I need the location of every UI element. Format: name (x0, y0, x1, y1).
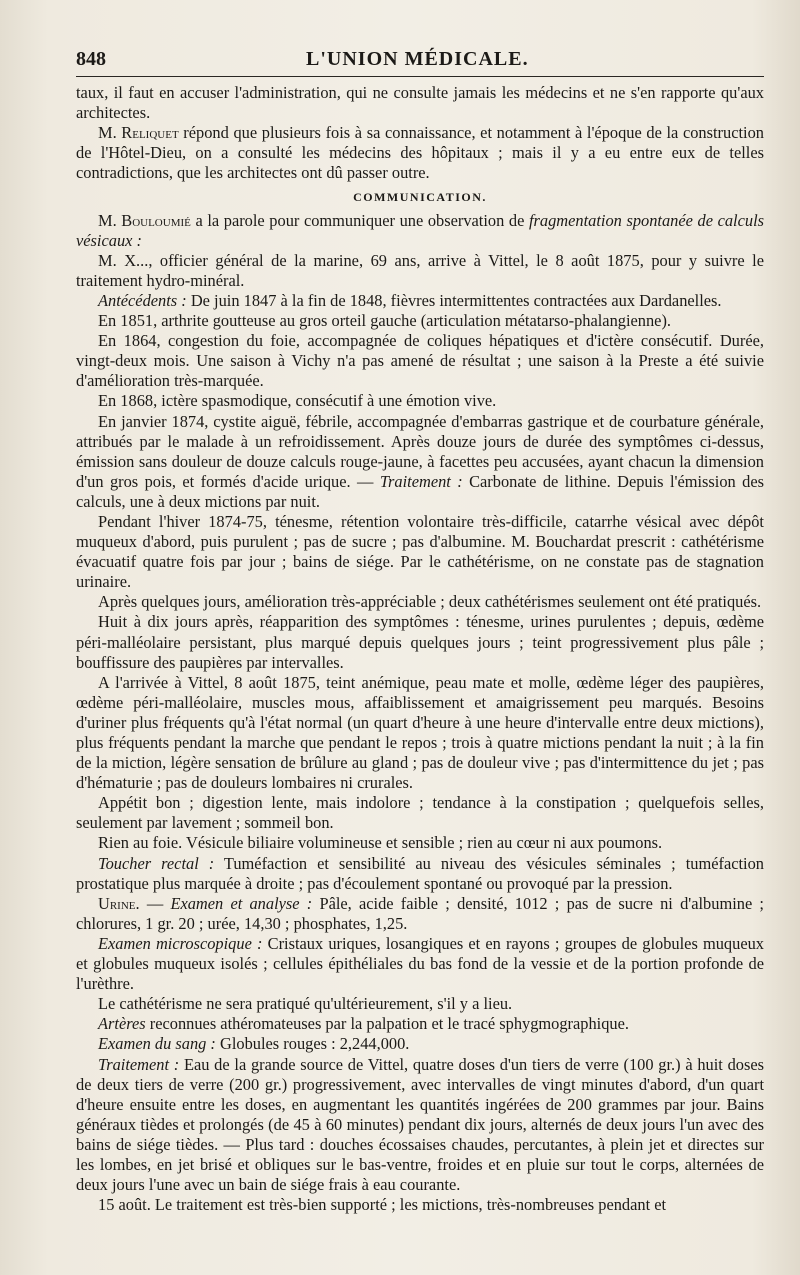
paragraph: Rien au foie. Vésicule biliaire volumineuse et sensible ; rien au cœur ni aux poumons. (98, 833, 663, 853)
paragraph: Examen microscopique : Cristaux uriques, losangiques et en rayons ; groupes de globules muqueux et globules muqueux isolés ; cellules épithéliales du bas fond de la vessie et de la portion profonde de l'urèthre. (76, 933, 764, 994)
paragraph: Appétit bon ; digestion lente, mais indolore ; tendance à la constipation ; quelquefois selles, seulement par lavement ; sommeil bon. (76, 793, 764, 833)
paragraph: En 1851, arthrite goutteuse au gros orteil gauche (articulation métatarso-phalangienne). (98, 311, 672, 331)
section-heading: COMMUNICATION. (353, 190, 487, 205)
paragraph: En 1868, ictère spasmodique, consécutif à une émotion vive. (98, 391, 497, 411)
paragraph: M. Reliquet répond que plusieurs fois à sa connaissance, et notamment à l'époque de la construction de l'Hôtel-Dieu, on a consulté les médecins des hôpitaux ; mais il y a eu entre eux de telles contradictions, que les architectes ont dû passer outre. (76, 123, 764, 183)
paragraph: 15 août. Le traitement est très-bien supporté ; les mictions, très-nombreuses pendant et (98, 1195, 667, 1215)
paragraph: Examen du sang : Globules rouges : 2,244,000. (98, 1034, 410, 1054)
paragraph: En 1864, congestion du foie, accompagnée de coliques hépatiques et d'ictère consécutif. Durée, vingt-deux mois. Une saison à Vichy n'a pas amené de résultat ; une saison à la Preste a été suivie d'amélioration très-marquée. (76, 331, 764, 391)
paragraph: taux, il faut en accuser l'administration, qui ne consulte jamais les médecins et ne s'en rapporte qu'aux architectes. (76, 83, 764, 123)
paragraph: A l'arrivée à Vittel, 8 août 1875, teint anémique, peau mate et molle, œdème léger des paupières, œdème péri-malléolaire, muscles mous, affaiblissement et amaigrissement peu marqués. Besoins d'uriner plus fréquents qu'à l'état normal (un quart d'heure à une heure d'intervalle entre deux mictions), plus fréquents pendant la marche que pendant le repos ; trois à quatre mictions pendant la nuit ; à la fin de la miction, légère sensation de brûlure au gland ; pas de douleur vive ; pas d'intermittence du jet ; pas d'hématurie ; pas de douleurs lombaires ni crurales. (76, 672, 764, 793)
paragraph: Pendant l'hiver 1874-75, ténesme, rétention volontaire très-difficile, catarrhe vésical avec dépôt muqueux d'abord, puis purulent ; pas de sucre ; pas d'albumine. M. Bouchardat prescrit : cathétérisme évacuatif quatre fois par jour ; bains de siége. Par le cathétérisme, on ne constate pas de stagnation urinaire. (76, 511, 764, 592)
journal-title: L'UNION MÉDICALE. (306, 48, 529, 70)
paragraph: Après quelques jours, amélioration très-appréciable ; deux cathétérismes seulement ont été pratiqués. (98, 592, 762, 612)
paragraph: Artères reconnues athéromateuses par la palpation et le tracé sphygmographique. (98, 1014, 629, 1034)
article-body (76, 83, 764, 1215)
running-head (76, 48, 764, 77)
paragraph: M. Bouloumié a la parole pour communiquer une observation de fragmentation spontanée de calculs vésicaux : (76, 210, 765, 250)
paragraph: Huit à dix jours après, réapparition des symptômes : ténesme, urines purulentes ; depuis, œdème péri-malléolaire persistant, plus marqué depuis quelques jours ; teint progressivement plus pâle ; bouffissure des paupières par intervalles. (76, 612, 764, 672)
paragraph: En janvier 1874, cystite aiguë, fébrile, accompagnée d'embarras gastrique et de courbature générale, attribués par le malade à un refroidissement. Après douze jours de durée des symptômes ci-dessus, émission sans douleur de douze calculs rouge-jaune, à facettes peu accusées, ayant chacun la dimension d'un gros pois, et formés d'acide urique. — Traitement : Carbonate de lithine. Depuis l'émission des calculs, une à deux mictions par nuit. (76, 411, 764, 511)
paragraph: Toucher rectal : Tuméfaction et sensibilité au niveau des vésicules séminales ; tuméfaction prostatique plus marquée à droite ; pas d'écoulement spontané ou provoqué par la pression. (76, 853, 764, 893)
paragraph: Le cathétérisme ne sera pratiqué qu'ultérieurement, s'il y a lieu. (98, 994, 513, 1014)
paragraph: Traitement : Eau de la grande source de Vittel, quatre doses d'un tiers de verre (100 gr.) à huit doses de deux tiers de verre (200 gr.) progressivement, avec intervalles de vingt minutes d'abord, d'un quart d'heure ensuite entre les doses, en augmentant les quantités ingérées de 200 grammes par jour. Bains généraux tièdes et prolongés (de 45 à 60 minutes) pendant dix jours, alternés de deux jours l'un avec des bains de siége tièdes. — Plus tard : douches écossaises chaudes, percutantes, à plein jet et directes sur les lombes, en jet brisé et obliques sur le bas-ventre, froides et en pluie sur tout le corps, alternées de deux jours l'une avec un bain de siége frais à eau courante. (76, 1054, 764, 1195)
paragraph: Antécédents : De juin 1847 à la fin de 1848, fièvres intermittentes contractées aux Dardanelles. (98, 290, 722, 310)
paragraph: Urine. — Examen et analyse : Pâle, acide faible ; densité, 1012 ; pas de sucre ni d'albumine ; chlorures, 1 gr. 20 ; urée, 14,30 ; phosphates, 1,25. (76, 893, 764, 933)
page-number: 848 (76, 48, 106, 70)
paragraph: M. X..., officier général de la marine, 69 ans, arrive à Vittel, le 8 août 1875, pour y suivre le traitement hydro-minéral. (76, 250, 764, 290)
